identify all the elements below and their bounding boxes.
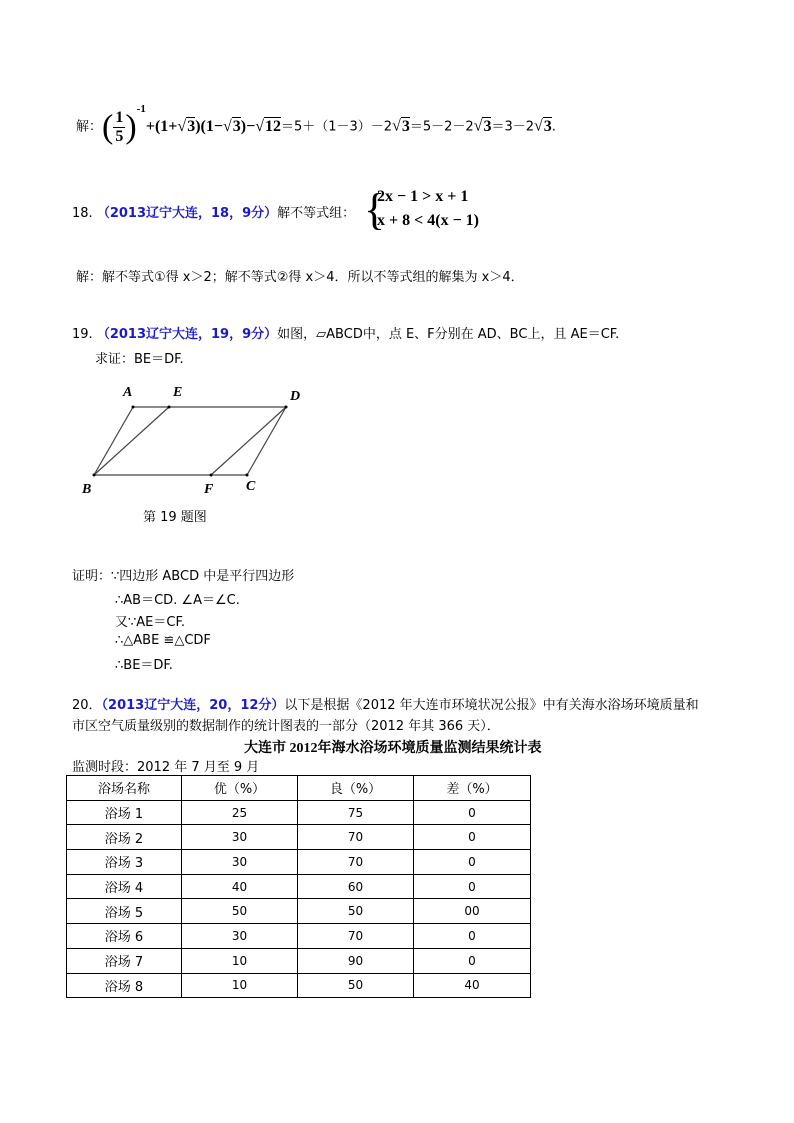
beach-name-cell: 浴场 1 — [67, 800, 182, 825]
percent-cell: 0 — [414, 924, 531, 949]
beach-name-cell: 浴场 2 — [67, 825, 182, 850]
percent-cell: 0 — [414, 800, 531, 825]
radicand: 3 — [543, 117, 552, 135]
beach-quality-table — [66, 775, 531, 998]
segment-dc — [247, 407, 286, 475]
column-header: 差（%） — [414, 776, 531, 801]
expr-part: ＝3－2 — [491, 119, 535, 135]
table-row — [67, 800, 531, 825]
proof-line: ∴BE＝DF. — [115, 658, 173, 673]
percent-cell: 30 — [182, 825, 298, 850]
numerator: 1 — [115, 108, 124, 126]
percent-cell: 0 — [414, 948, 531, 973]
percent-cell: 70 — [298, 825, 414, 850]
percent-cell: 30 — [182, 924, 298, 949]
radicand: 3 — [483, 117, 492, 135]
point-label-a: A — [123, 385, 133, 400]
beach-name-cell: 浴场 4 — [67, 874, 182, 899]
expr-part: ＝5＋（1－3）－2 — [280, 119, 393, 135]
denominator: 5 — [115, 127, 124, 145]
percent-cell: 00 — [414, 899, 531, 924]
percent-cell: 10 — [182, 948, 298, 973]
percent-cell: 60 — [298, 874, 414, 899]
percent-cell: 40 — [182, 874, 298, 899]
table-row — [67, 973, 531, 998]
point-label-d: D — [290, 389, 301, 404]
column-header: 浴场名称 — [67, 776, 182, 801]
beach-name-cell: 浴场 7 — [67, 948, 182, 973]
percent-cell: 90 — [298, 948, 414, 973]
percent-cell: 25 — [182, 800, 298, 825]
table-row — [67, 924, 531, 949]
segment-df — [211, 407, 286, 475]
expr-part: )(1− — [195, 117, 223, 135]
percent-cell: 70 — [298, 924, 414, 949]
monitoring-period: 监测时段：2012 年 7 月至 9 月 — [72, 760, 260, 775]
table-row — [67, 825, 531, 850]
point-label-c: C — [246, 479, 256, 494]
question-number: 19. — [72, 327, 93, 342]
expr-part: )− — [240, 117, 256, 135]
proof-line: 又∵AE＝CF. — [115, 615, 185, 630]
question-source: （2013辽宁大连，19，9分） — [96, 327, 278, 342]
table-title: 大连市 2012年海水浴场环境质量监测结果统计表 — [244, 741, 542, 756]
table-header-row — [67, 776, 531, 801]
radicand: 3 — [187, 117, 196, 135]
segment-ab — [94, 407, 133, 475]
beach-name-cell: 浴场 5 — [67, 899, 182, 924]
q18-solution: 解：解不等式①得 x＞2；解不等式②得 x＞4．所以不等式组的解集为 x＞4． — [76, 270, 524, 285]
question-number: 18. — [72, 206, 93, 221]
percent-cell: 0 — [414, 850, 531, 875]
q20-question — [72, 694, 699, 713]
beach-name-cell: 浴场 3 — [67, 850, 182, 875]
question-text: 解不等式组： — [277, 206, 356, 221]
proof-line: ∴AB＝CD. ∠A＝∠C. — [115, 593, 240, 608]
point-label-e: E — [173, 385, 183, 400]
beach-name-cell: 浴场 8 — [67, 973, 182, 998]
percent-cell: 50 — [298, 973, 414, 998]
period: . — [551, 119, 556, 135]
percent-cell: 10 — [182, 973, 298, 998]
proof-line: 证明：∵四边形 ABCD 中是平行四边形 — [72, 569, 295, 584]
question-text: 如图，▱ABCD中，点 E、F分别在 AD、BC上，且 AE＝CF. — [277, 327, 620, 342]
point-label-f: F — [204, 482, 214, 497]
inequality-1: 2x − 1 > x + 1 — [377, 188, 469, 205]
inequality-2: x + 8 < 4(x − 1) — [377, 212, 480, 229]
figure-caption: 第 19 题图 — [143, 510, 207, 525]
percent-cell: 30 — [182, 850, 298, 875]
radicand: 3 — [401, 117, 410, 135]
segment-be — [94, 407, 169, 475]
point-label-b: B — [82, 482, 92, 497]
table-row — [67, 850, 531, 875]
brace: { — [364, 185, 386, 234]
table-row — [67, 948, 531, 973]
parallelogram-figure — [0, 0, 794, 540]
exponent: -1 — [136, 103, 146, 116]
beach-name-cell: 浴场 6 — [67, 924, 182, 949]
percent-cell: 50 — [182, 899, 298, 924]
percent-cell: 70 — [298, 850, 414, 875]
percent-cell: 50 — [298, 899, 414, 924]
table-row — [67, 874, 531, 899]
radicand: 3 — [232, 117, 241, 135]
question-text: 以下是根据《2012 年大连市环境状况公报》中有关海水浴场环境质量和 — [284, 698, 699, 713]
radicand: 12 — [264, 117, 281, 135]
question-text: 市区空气质量级别的数据制作的统计图表的一部分（2012 年其 366 天）． — [72, 719, 500, 734]
percent-cell: 0 — [414, 825, 531, 850]
proof-line: ∴△ABE ≌△CDF — [115, 633, 211, 648]
prove-statement: 求证：BE＝DF. — [95, 352, 184, 367]
solution-label: 解： — [76, 119, 103, 135]
percent-cell: 0 — [414, 874, 531, 899]
column-header: 优（%） — [182, 776, 298, 801]
percent-cell: 75 — [298, 800, 414, 825]
question-source: （2013辽宁大连，20，12分） — [101, 698, 285, 713]
question-source: （2013辽宁大连，18，9分） — [96, 206, 278, 221]
column-header: 良（%） — [298, 776, 414, 801]
question-number: 20． — [72, 698, 102, 713]
expr-part: ＝5－2－2 — [409, 119, 474, 135]
table-row — [67, 899, 531, 924]
q17-solution: 解：( $\frac{1}{5}$ )$^{-1}$+(1+√3)(1−√3)−√12＝5＋（1－3）－2√3＝5－2－2√3＝3－2√3. — [76, 103, 556, 145]
percent-cell: 40 — [414, 973, 531, 998]
expr-part: +(1+ — [145, 117, 178, 135]
